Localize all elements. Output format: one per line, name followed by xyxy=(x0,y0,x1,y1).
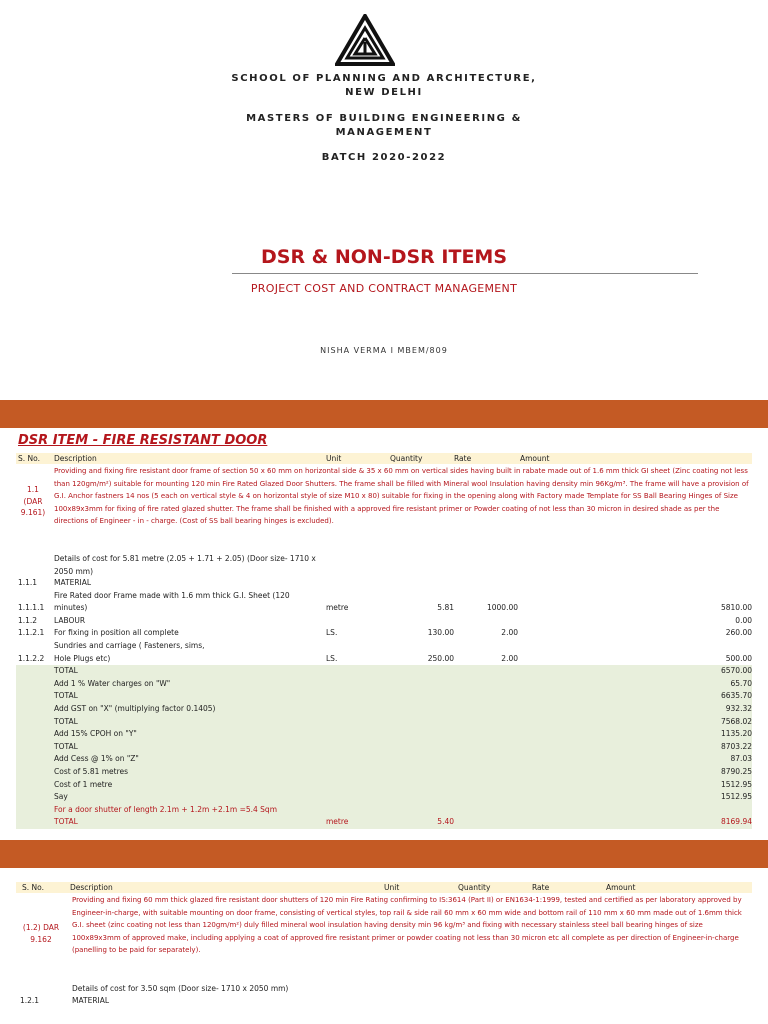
program-name xyxy=(0,112,768,140)
table-row xyxy=(16,665,752,678)
page-title: DSR & NON-DSR ITEMS xyxy=(260,246,508,268)
row-description: TOTAL xyxy=(54,666,78,676)
section-banner xyxy=(0,400,768,428)
row-unit: LS. xyxy=(326,628,338,638)
table-row xyxy=(16,653,752,666)
row-unit: LS. xyxy=(326,653,338,663)
row-quantity: 5.40 xyxy=(437,817,454,827)
header-amount: Amount xyxy=(520,454,550,463)
row-number: 1.2.1 xyxy=(20,996,40,1005)
spa-logo-icon xyxy=(335,14,395,66)
table-row xyxy=(16,615,752,628)
table-row xyxy=(16,753,752,766)
row-description: TOTAL xyxy=(54,741,78,751)
header-description: Description xyxy=(54,454,97,463)
row-description: LABOUR xyxy=(54,615,86,625)
item-number: 1.1 (DAR 9.161) xyxy=(20,485,46,517)
table-header xyxy=(16,453,752,464)
cover-section xyxy=(0,0,768,395)
row-rate: 2.00 xyxy=(501,653,518,663)
header-unit: Unit xyxy=(326,454,342,463)
row-description: TOTAL xyxy=(54,817,78,827)
table-row xyxy=(16,766,752,779)
school-line-1: SCHOOL OF PLANNING AND ARCHITECTURE, xyxy=(231,73,537,84)
row-amount: 1512.95 xyxy=(720,792,752,802)
table-row xyxy=(16,728,752,741)
row-amount: 260.00 xyxy=(725,628,752,638)
row-number: 1.1.2 xyxy=(18,615,38,625)
header-amount: Amount xyxy=(606,883,636,892)
row-description: For a door shutter of length 2.1m + 1.2m +2.1m =5.4 Sqm xyxy=(54,804,277,814)
batch-label: BATCH 2020-2022 xyxy=(321,152,447,163)
row-amount: 0.00 xyxy=(735,615,752,625)
row-description: Cost of 5.81 metres xyxy=(54,767,129,776)
section-banner-2 xyxy=(0,840,768,868)
row-unit: metre xyxy=(326,603,349,613)
row-number: 1.1.2.1 xyxy=(18,628,45,638)
header-quantity: Quantity xyxy=(458,883,491,892)
table-row xyxy=(16,627,752,640)
header-rate: Rate xyxy=(454,454,472,463)
table-row xyxy=(16,816,752,829)
row-amount: 8169.94 xyxy=(720,817,752,827)
table-row xyxy=(16,590,752,603)
row-description: Sundries and carriage ( Fasteners, sims, xyxy=(54,641,205,650)
row-amount: 6570.00 xyxy=(720,666,752,676)
header-unit: Unit xyxy=(384,883,400,892)
header-quantity: Quantity xyxy=(390,454,423,463)
school-line-2: NEW DELHI xyxy=(345,87,423,98)
row-amount: 87.03 xyxy=(730,754,752,764)
row-description: Say xyxy=(54,792,68,802)
row-amount: 1512.95 xyxy=(720,779,752,789)
author-label: NISHA VERMA I MBEM/809 xyxy=(320,346,448,355)
row-quantity: 5.81 xyxy=(437,603,454,613)
table-row xyxy=(16,716,752,729)
item-description: Providing and fixing fire resistant door frame of section 50 x 60 mm on horizontal side & 35 x 60 mm on vertical sides having built in rabate made out of 1.6 mm thick GI sheet (Zinc coating not less than 120gm/m²) suitable for mounting 120 min Fire Rated Glazed Door Shutters. The frame shall be filled with Mineral wool Insulation having density min 96Kg/m³. The frame will have a provision of G.I. Anchor fastners 14 nos (5 each on vertical style & 4 on horizontal style of size M10 x 80) suitable for fixing in the opening along with Factory made Template for SS Ball Bearing Hinges of Size 100x89x3mm for fixing of fire rated glazed shutter. The frame shall be finished with a approved fire resistant primer or Powder coating of not less than 30 micron in desired shade as per the directions of Engineer - in - charge. (Cost of SS ball bearing hinges is excluded). xyxy=(54,467,749,526)
row-amount: 6635.70 xyxy=(720,691,752,701)
section-title: DSR ITEM - FIRE RESISTANT DOOR xyxy=(18,433,268,448)
table-row xyxy=(16,602,752,615)
row-description: Hole Plugs etc) xyxy=(54,653,111,663)
row-description: MATERIAL xyxy=(72,996,110,1005)
row-number: 1.1.1 xyxy=(18,578,38,587)
row-amount: 1135.20 xyxy=(720,729,752,739)
page-subtitle: PROJECT COST AND CONTRACT MANAGEMENT xyxy=(250,282,518,295)
row-quantity: 250.00 xyxy=(427,653,454,663)
row-description: Add 15% CPOH on "Y" xyxy=(54,729,137,739)
table-row xyxy=(16,741,752,754)
header-sno: S. No. xyxy=(18,454,40,463)
row-description: MATERIAL xyxy=(54,578,92,587)
table-header-2 xyxy=(16,882,752,893)
row-rate: 1000.00 xyxy=(486,603,518,613)
table-row xyxy=(16,577,752,590)
row-description: Add Cess @ 1% on "Z" xyxy=(54,754,139,764)
header-sno: S. No. xyxy=(22,883,44,892)
table-row xyxy=(16,703,752,716)
title-divider xyxy=(232,273,698,274)
row-description: minutes) xyxy=(54,603,88,613)
row-quantity: 130.00 xyxy=(427,628,454,638)
row-amount: 8790.25 xyxy=(720,767,752,776)
row-number: 1.1.2.2 xyxy=(18,653,45,663)
program-line-1: MASTERS OF BUILDING ENGINEERING & xyxy=(246,113,522,124)
row-amount: 8703.22 xyxy=(720,741,752,751)
row-amount: 500.00 xyxy=(725,653,752,663)
table-row xyxy=(16,791,752,804)
row-description: Cost of 1 metre xyxy=(54,779,113,789)
table-row xyxy=(16,779,752,792)
cost-details-2: Details of cost for 3.50 sqm (Door size- 1710 x 2050 mm) xyxy=(72,984,289,993)
item-number-2: (1.2) DAR 9.162 xyxy=(22,923,60,944)
row-description: TOTAL xyxy=(54,716,78,726)
table-row xyxy=(16,640,752,653)
header-rate: Rate xyxy=(532,883,550,892)
row-amount: 65.70 xyxy=(730,678,752,688)
row-amount: 5810.00 xyxy=(720,603,752,613)
row-amount: 7568.02 xyxy=(720,716,752,726)
header-description: Description xyxy=(70,883,113,892)
item-description-2: Providing and fixing 60 mm thick glazed fire resistant door shutters of 120 min Fire Rating confirming to IS:3614 (Part II) or EN1634-1:1999, tested and certified as per laboratory approved by Engineer-in-charge, with suitable mounting on door frame, consisting of vertical styles, top rail & side rail 60 mm x 60 mm wide and bottom rail of 110 mm x 60 mm made out of 1.6mm thick G.I. sheet (zinc coating not less than 120gm/m²) duly filled mineral wool insulation having density min 96 kg/m³ and fixing with necessary stainless steel ball bearing hinges of size 100x89x3mm of approved make, including applying a coat of approved fire resistant primer or powder coating not less than 30 micron etc all complete as per direction of Engineer-in-charge (panelling to be paid for separately). xyxy=(72,896,742,955)
table-row xyxy=(16,678,752,691)
row-description: TOTAL xyxy=(54,691,78,701)
row-amount: 932.32 xyxy=(725,704,752,713)
row-description: Add 1 % Water charges on "W" xyxy=(54,678,171,688)
row-number: 1.1.1.1 xyxy=(18,603,45,613)
cost-details: Details of cost for 5.81 metre (2.05 + 1.71 + 2.05) (Door size- 1710 x 2050 mm) xyxy=(54,554,316,576)
school-name xyxy=(0,72,768,100)
program-line-2: MANAGEMENT xyxy=(335,127,433,138)
table-row xyxy=(16,804,752,817)
table-row xyxy=(16,690,752,703)
row-description: For fixing in position all complete xyxy=(54,628,179,638)
row-description: Add GST on "X" (multiplying factor 0.1405) xyxy=(54,704,216,713)
row-rate: 2.00 xyxy=(501,628,518,638)
row-unit: metre xyxy=(326,817,349,827)
row-description: Fire Rated door Frame made with 1.6 mm thick G.I. Sheet (120 xyxy=(54,590,290,600)
